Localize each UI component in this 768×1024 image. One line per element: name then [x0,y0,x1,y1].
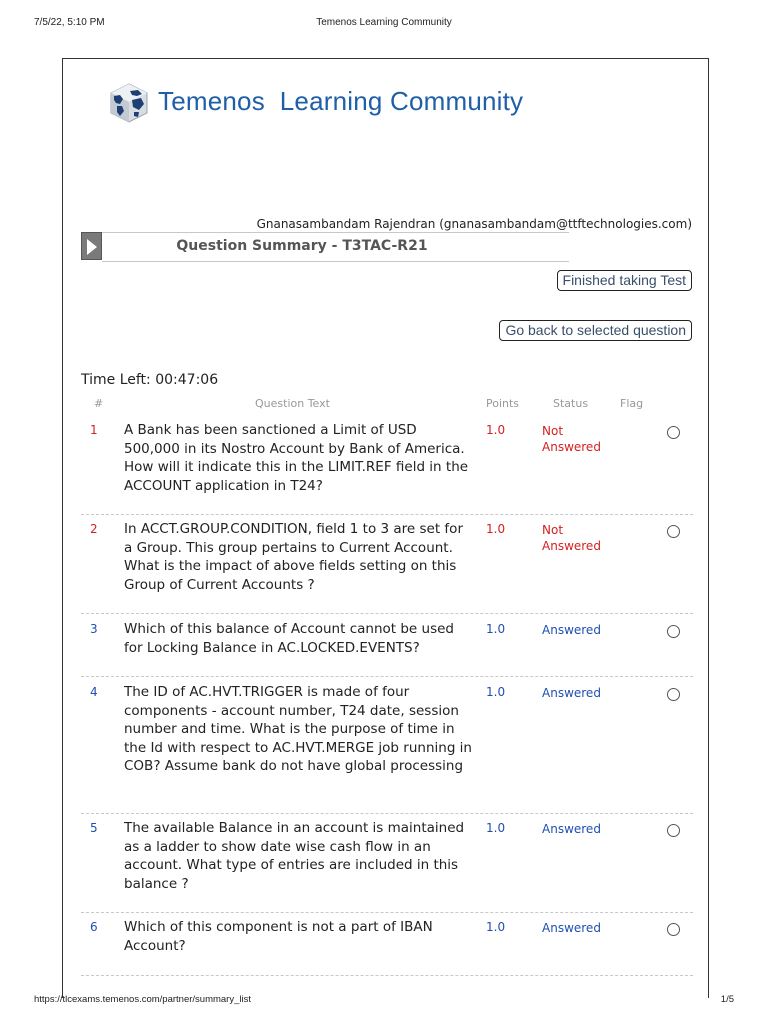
question-number[interactable]: 2 [90,522,98,536]
question-status: Answered [542,921,601,935]
col-header-status: Status [553,397,589,410]
flag-radio-icon[interactable] [667,426,680,439]
question-number[interactable]: 6 [90,920,98,934]
expand-arrow-icon[interactable] [81,232,102,260]
row-divider [81,676,693,677]
flag-radio-icon[interactable] [667,688,680,701]
question-text[interactable]: Which of this balance of Account cannot be used for Locking Balance in AC.LOCKED.EVENTS? [124,621,454,656]
print-title: Temenos Learning Community [316,17,452,28]
question-status: Not Answered [542,523,601,553]
col-header-question: Question Text [255,397,330,410]
go-back-button[interactable]: Go back to selected question [499,320,692,341]
question-text[interactable]: The ID of AC.HVT.TRIGGER is made of four components - account number, T24 date, session number and time. What is the purpose of time in the Id with respect to AC.HVT.MERGE job running in COB? Assume bank do not have global processing [124,684,472,774]
table-header [81,397,693,413]
question-number[interactable]: 4 [90,685,98,699]
question-points: 1.0 [486,920,506,934]
question-status: Answered [542,822,601,836]
print-page-number: 1/5 [720,994,734,1005]
question-points: 1.0 [486,685,506,699]
col-header-points: Points [486,397,520,410]
question-status: Answered [542,623,601,637]
row-divider [81,912,693,913]
question-text[interactable]: The available Balance in an account is maintained as a ladder to show date wise cash flow in an account. What type of entries are included in this balance ? [124,820,465,892]
site-logo[interactable] [108,82,548,126]
globe-cube-icon [108,82,150,124]
col-header-num: # [94,397,104,410]
user-info: Gnanasambandam Rajendran (gnanasambandam@ttftechnologies.com) [256,217,692,231]
flag-radio-icon[interactable] [667,525,680,538]
question-number[interactable]: 3 [90,622,98,636]
question-status: Not Answered [542,424,601,454]
question-number[interactable]: 5 [90,821,98,835]
print-datetime: 7/5/22, 5:10 PM [34,17,105,28]
question-points: 1.0 [486,423,506,437]
print-header [0,17,768,31]
question-points: 1.0 [486,522,506,536]
question-text[interactable]: A Bank has been sanctioned a Limit of USD 500,000 in its Nostro Account by Bank of America. How will it indicate this in the LIMIT.REF field in the ACCOUNT application in T24? [124,422,469,494]
row-divider [81,613,693,614]
print-url: https://tlcexams.temenos.com/partner/summary_list [34,994,251,1005]
row-divider [81,813,693,814]
question-number[interactable]: 1 [90,423,98,437]
time-left: Time Left: 00:47:06 [81,372,219,388]
question-summary-header [81,232,569,262]
row-divider [81,514,693,515]
row-divider [81,975,693,976]
question-text[interactable]: In ACCT.GROUP.CONDITION, field 1 to 3 are set for a Group. This group pertains to Current Account. What is the impact of above fields setting on this Group of Current Accounts ? [124,521,463,593]
question-status: Answered [542,686,601,700]
flag-radio-icon[interactable] [667,923,680,936]
flag-radio-icon[interactable] [667,625,680,638]
question-points: 1.0 [486,821,506,835]
question-points: 1.0 [486,622,506,636]
finished-test-button[interactable]: Finished taking Test [557,270,692,291]
summary-title: Question Summary - T3TAC-R21 [176,238,428,254]
print-footer [0,994,768,1008]
flag-radio-icon[interactable] [667,824,680,837]
brand-name: Temenos Learning Community [158,86,524,116]
col-header-flag: Flag [620,397,644,410]
question-text[interactable]: Which of this component is not a part of IBAN Account? [124,919,433,954]
